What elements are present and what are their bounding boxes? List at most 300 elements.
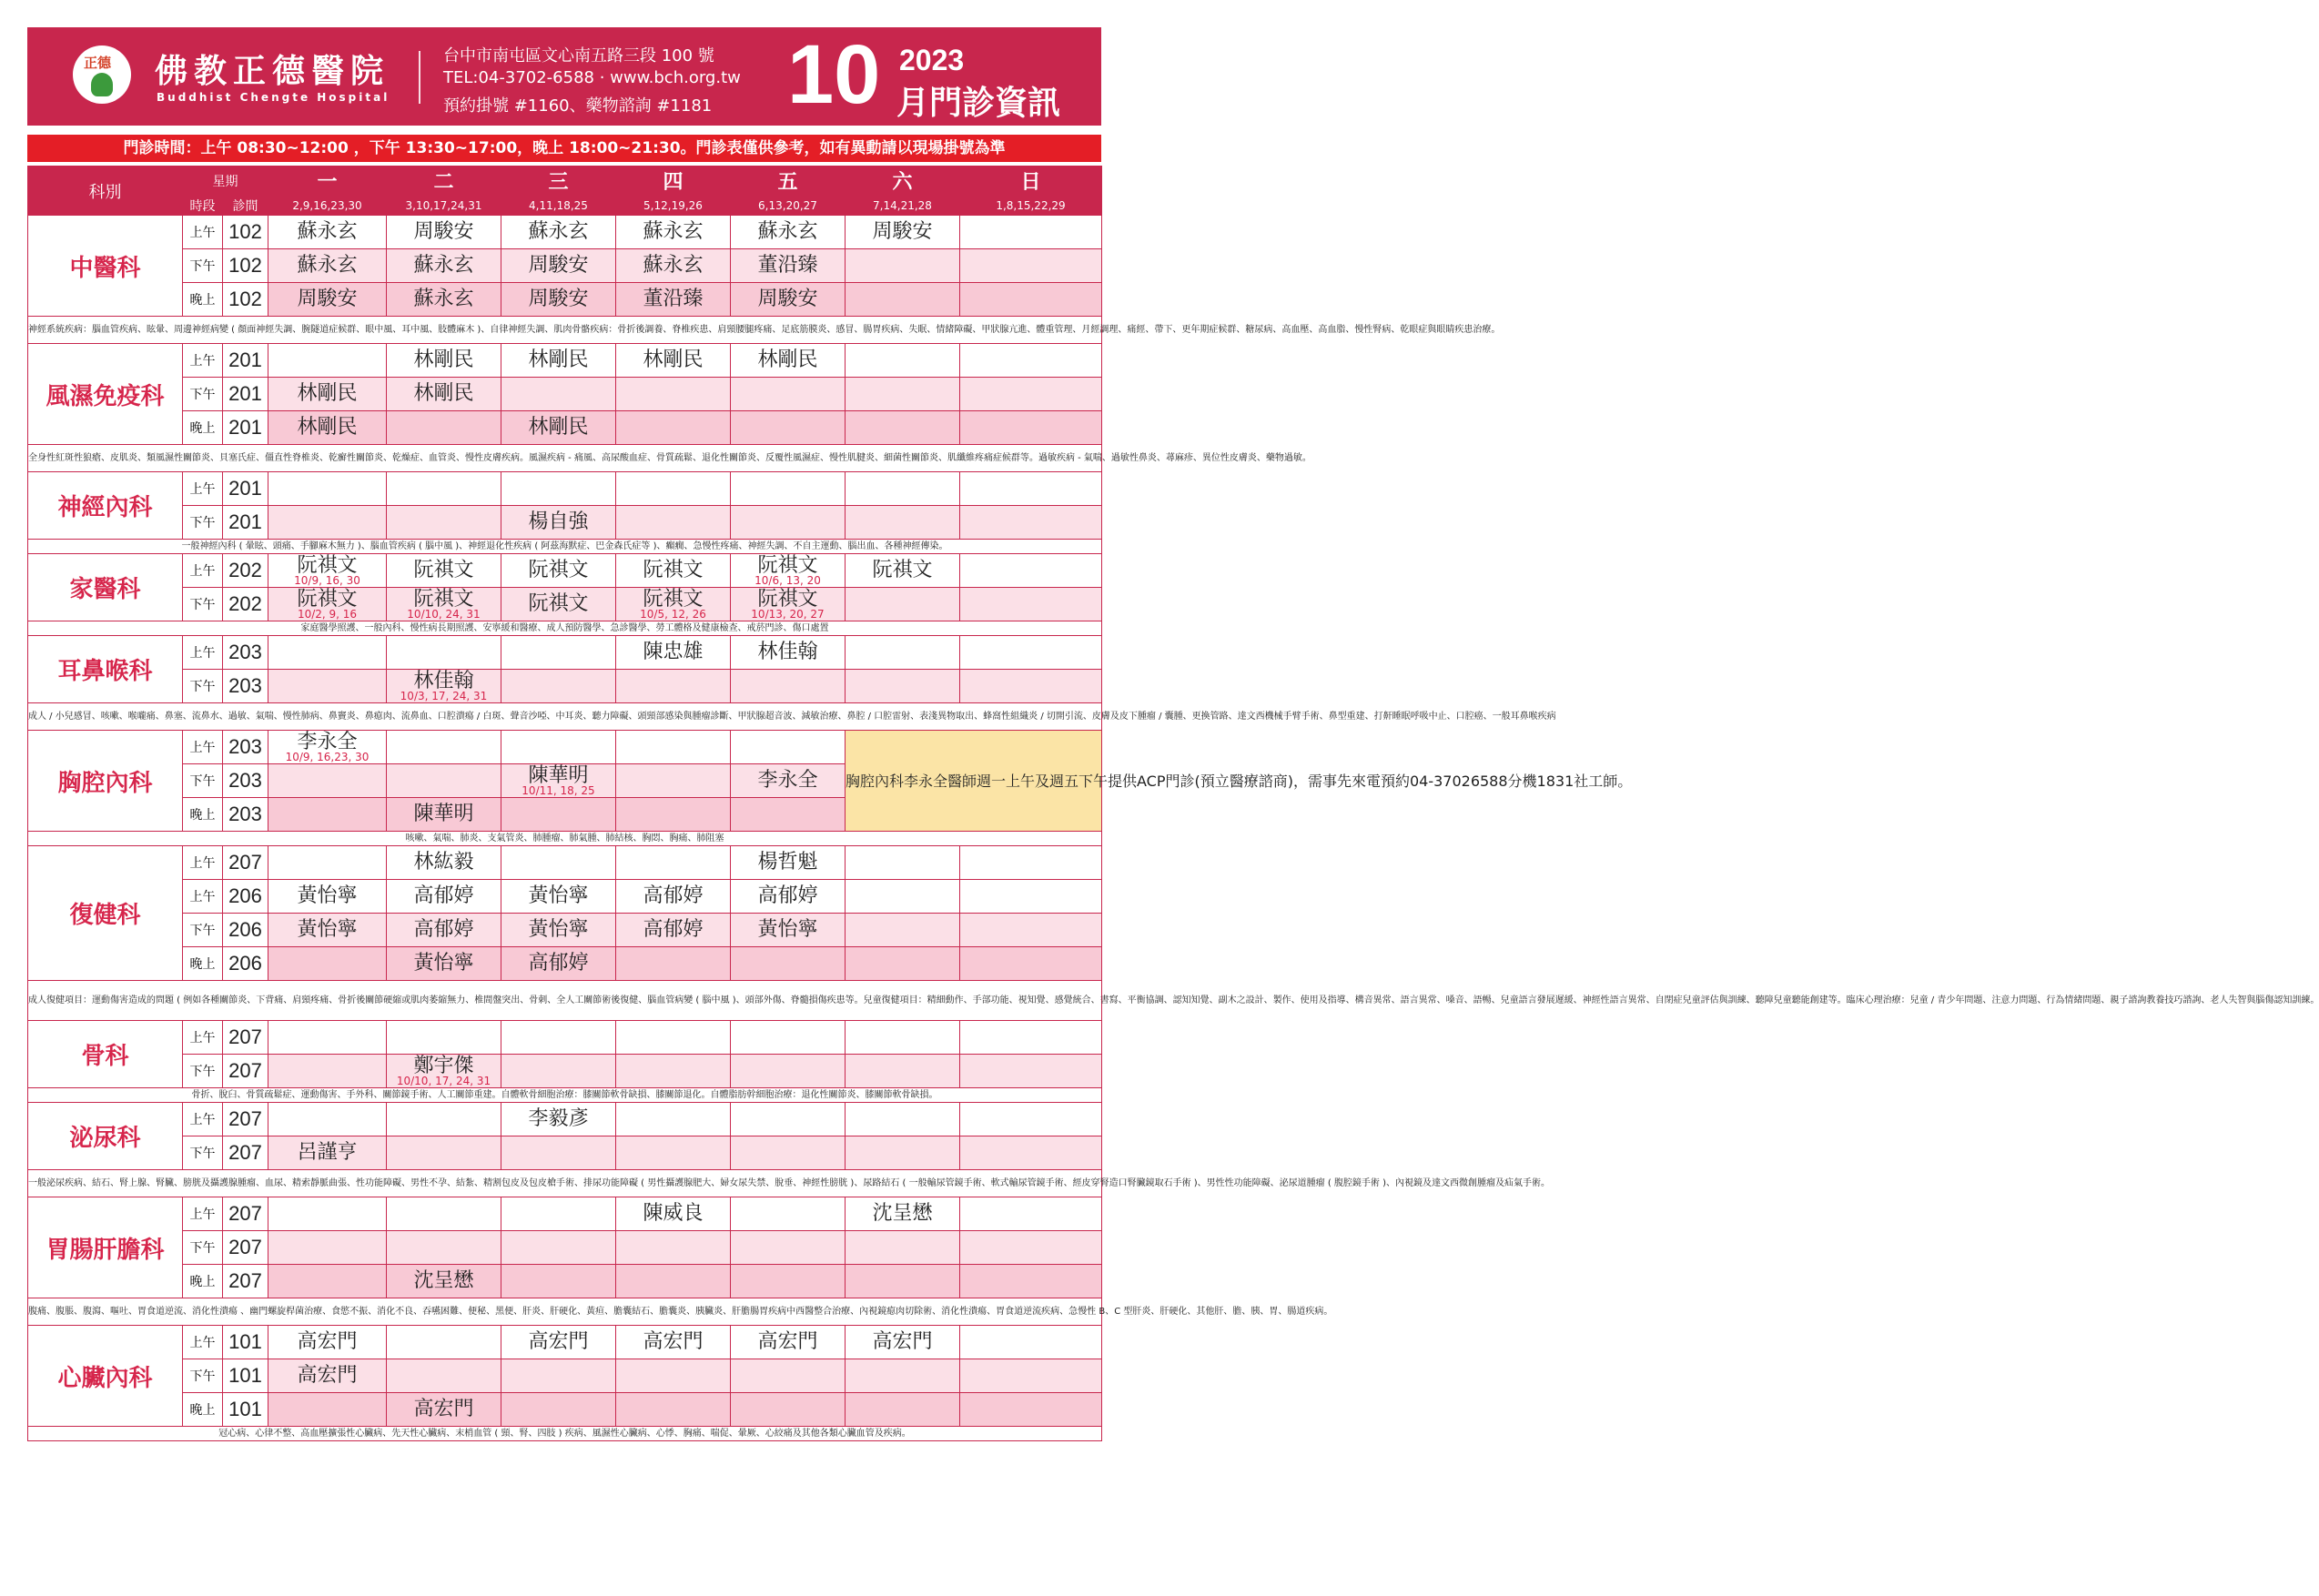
doctor-name: 李永全: [297, 731, 358, 753]
room-number: 101: [223, 1393, 268, 1427]
schedule-row: [28, 914, 1102, 947]
schedule-cell: [387, 1055, 501, 1088]
schedule-cell: [501, 216, 616, 249]
doctor-name: 沈呈懋: [872, 1202, 933, 1225]
doctor-name: 阮祺文: [413, 588, 474, 611]
schedule-cell: [501, 1197, 616, 1231]
header-day-mon: 一: [268, 167, 387, 196]
schedule-cell: [501, 249, 616, 283]
doctor-name: 林佳翰: [757, 641, 818, 663]
doctor-name: 高郁婷: [643, 918, 704, 941]
schedule-row: [28, 378, 1102, 411]
schedule-cell: [268, 798, 387, 832]
hospital-address: 台中市南屯區文心南五路三段 100 號: [443, 46, 714, 66]
schedule-cell: [387, 344, 501, 378]
header-day-tue: 二: [387, 167, 501, 196]
schedule-cell: [846, 1197, 960, 1231]
schedule-row: [28, 846, 1102, 880]
schedule-cell: [501, 636, 616, 670]
room-number: 202: [223, 554, 268, 588]
room-number: 206: [223, 947, 268, 981]
clinic-dates: 10/5, 12, 26: [640, 608, 706, 621]
schedule-cell: [387, 914, 501, 947]
room-number: 203: [223, 636, 268, 670]
schedule-cell: [616, 636, 731, 670]
schedule-cell: [731, 1326, 846, 1359]
schedule-cell: [960, 947, 1102, 981]
schedule-cell: [616, 1055, 731, 1088]
schedule-cell: [501, 1359, 616, 1393]
department-note-row: [28, 1088, 1102, 1103]
period-label: 上午: [183, 636, 223, 670]
schedule-cell: [616, 764, 731, 798]
schedule-cell: [387, 1197, 501, 1231]
clinic-dates: 10/9, 16, 30: [294, 574, 360, 587]
period-label: 下午: [183, 764, 223, 798]
header-room: 診間: [223, 196, 268, 216]
schedule-cell: [268, 1359, 387, 1393]
doctor-name: 黃怡寧: [297, 918, 358, 941]
schedule-cell: [387, 378, 501, 411]
period-label: 晚上: [183, 1393, 223, 1427]
doctor-name: 高宏門: [297, 1330, 358, 1353]
schedule-cell: [616, 1393, 731, 1427]
schedule-cell: [731, 1103, 846, 1136]
room-number: 101: [223, 1326, 268, 1359]
doctor-name: 阮祺文: [528, 559, 589, 581]
schedule-cell: [387, 216, 501, 249]
schedule-cell: [731, 798, 846, 832]
doctor-name: 林剛民: [297, 416, 358, 439]
header-dept: 科別: [28, 167, 183, 216]
department-note: 全身性紅斑性狼瘡、皮肌炎、類風濕性關節炎、貝塞氏症、僵直性脊椎炎、乾癬性關節炎、乾燥症、血管炎、慢性皮膚疾病。風濕疾病 - 痛風、高尿酸血症、骨質疏鬆、退化性關節炎、反覆性風濕症、慢性肌腱炎、細菌性關節炎、肌纖維疼痛症候群等。過敏疾病 - 氣喘、過敏性鼻炎、蕁麻疹、異位性皮膚炎、藥物過敏。: [28, 445, 1102, 472]
schedule-cell: [846, 636, 960, 670]
schedule-cell: [387, 249, 501, 283]
doctor-name: 高郁婷: [413, 884, 474, 907]
period-label: 上午: [183, 216, 223, 249]
schedule-cell: [268, 731, 387, 764]
schedule-cell: [387, 411, 501, 445]
schedule-cell: [616, 411, 731, 445]
schedule-cell: [731, 588, 846, 621]
department-name: 風濕免疫科: [28, 344, 183, 445]
doctor-name: 林紘毅: [413, 851, 474, 874]
header-day-fri: 五: [731, 167, 846, 196]
schedule-cell: [501, 764, 616, 798]
schedule-cell: [387, 1326, 501, 1359]
department-name: 神經內科: [28, 472, 183, 540]
schedule-cell: [960, 472, 1102, 506]
doctor-name: 蘇永玄: [413, 288, 474, 310]
schedule-cell: [387, 880, 501, 914]
schedule-cell: [731, 1393, 846, 1427]
schedule-cell: [960, 588, 1102, 621]
schedule-row: [28, 1197, 1102, 1231]
period-label: 下午: [183, 1231, 223, 1265]
schedule-cell: [960, 1231, 1102, 1265]
schedule-cell: [268, 914, 387, 947]
doctor-name: 陳華明: [528, 764, 589, 787]
schedule-cell: [501, 411, 616, 445]
page-header: [27, 27, 1101, 126]
schedule-cell: [846, 1326, 960, 1359]
period-label: 下午: [183, 1359, 223, 1393]
schedule-cell: [268, 344, 387, 378]
schedule-cell: [501, 1265, 616, 1298]
department-name: 家醫科: [28, 554, 183, 621]
schedule-cell: [501, 344, 616, 378]
department-note: 一般泌尿疾病、結石、腎上腺、腎臟、膀胱及攝護腺腫瘤、血尿、精索靜脈曲張、性功能障礙、男性不孕、結紮、精割包皮及包皮槍手術、排尿功能障礙 ( 男性攝護腺肥大、婦女尿失禁、脫垂、神經性膀胱 )、尿路結石 ( 一般輸尿管鏡手術、軟式輸尿管鏡手術、經皮穿腎造口腎臟鏡取石手術 )、男性性功能障礙、泌尿道腫瘤 ( 腹腔鏡手術 )、內視鏡及達文西微創腫瘤及疝氣手術。: [28, 1170, 1102, 1197]
room-number: 207: [223, 1136, 268, 1170]
room-number: 102: [223, 283, 268, 317]
period-label: 下午: [183, 670, 223, 703]
doctor-name: 黃怡寧: [413, 952, 474, 975]
schedule-row: [28, 1103, 1102, 1136]
department-name: 泌尿科: [28, 1103, 183, 1170]
schedule-cell: [387, 846, 501, 880]
schedule-cell: [846, 1265, 960, 1298]
schedule-cell: [731, 636, 846, 670]
schedule-cell: [501, 588, 616, 621]
room-number: 206: [223, 880, 268, 914]
schedule-row: [28, 670, 1102, 703]
schedule-cell: [731, 764, 846, 798]
doctor-name: 周駿安: [297, 288, 358, 310]
schedule-cell: [268, 1136, 387, 1170]
period-label: 下午: [183, 1136, 223, 1170]
schedule-cell: [387, 1359, 501, 1393]
room-number: 207: [223, 1103, 268, 1136]
schedule-row: [28, 1326, 1102, 1359]
schedule-cell: [960, 1103, 1102, 1136]
schedule-cell: [387, 283, 501, 317]
header-day-sat: 六: [846, 167, 960, 196]
doctor-name: 林剛民: [413, 382, 474, 405]
room-number: 207: [223, 1197, 268, 1231]
doctor-name: 高宏門: [528, 1330, 589, 1353]
doctor-name: 阮祺文: [413, 559, 474, 581]
schedule-row: [28, 344, 1102, 378]
schedule-cell: [387, 1021, 501, 1055]
schedule-cell: [387, 1103, 501, 1136]
room-number: 201: [223, 411, 268, 445]
period-label: 晚上: [183, 283, 223, 317]
schedule-cell: [960, 378, 1102, 411]
schedule-cell: [846, 472, 960, 506]
clinic-dates: 10/3, 17, 24, 31: [400, 690, 488, 702]
room-number: 102: [223, 249, 268, 283]
schedule-row: [28, 588, 1102, 621]
schedule-cell: [501, 798, 616, 832]
doctor-name: 林剛民: [757, 348, 818, 371]
schedule-cell: [960, 846, 1102, 880]
schedule-cell: [616, 283, 731, 317]
doctor-name: 高郁婷: [528, 952, 589, 975]
hospital-booking: 預約掛號 #1160、藥物諮詢 #1181: [443, 96, 713, 116]
doctor-name: 呂謹亨: [297, 1141, 358, 1164]
schedule-cell: [731, 411, 846, 445]
clinic-dates: 10/2, 9, 16: [297, 608, 358, 621]
header-dates-sun: 1,8,15,22,29: [960, 196, 1102, 216]
schedule-cell: [501, 1393, 616, 1427]
schedule-cell: [846, 216, 960, 249]
schedule-row: [28, 947, 1102, 981]
schedule-cell: [501, 506, 616, 540]
period-label: 上午: [183, 554, 223, 588]
period-label: 晚上: [183, 1265, 223, 1298]
header-week: 星期: [183, 167, 268, 196]
schedule-row: [28, 880, 1102, 914]
schedule-cell: [616, 731, 731, 764]
period-label: 晚上: [183, 947, 223, 981]
schedule-cell: [268, 1231, 387, 1265]
schedule-cell: [960, 1136, 1102, 1170]
department-note: 成人復健項目：運動傷害造成的問題 ( 例如各種關節炎、下背痛、肩頸疼痛、骨折後關節硬縮或肌肉萎縮無力、椎間盤突出、骨刺、全人工關節術後復健、腦血管病變 ( 腦中風 )、頭部外傷、脊髓損傷疾患等。兒童復健項目：精細動作、手部功能、視知覺、感覺統合、書寫、平衡協調、認知知覺、副木之設計、製作、使用及指導、構音異常、語言異常、嗓音、語暢、兒童語言發展遲緩、神經性語言異常、自閉症兒童評估與訓練、聽障兒童聽能創建等。臨床心理治療：兒童 / 青少年問題、注意力問題、行為情緒問題、親子諮詢教養技巧諮詢、老人失智與腦傷認知訓練。: [28, 981, 1102, 1021]
schedule-cell: [616, 344, 731, 378]
schedule-cell: [268, 1265, 387, 1298]
header-period: 時段: [183, 196, 223, 216]
schedule-cell: [846, 1021, 960, 1055]
doctor-name: 黃怡寧: [528, 918, 589, 941]
doctor-name: 阮祺文: [297, 588, 358, 611]
schedule-cell: [387, 1136, 501, 1170]
doctor-name: 林剛民: [528, 348, 589, 371]
schedule-cell: [960, 283, 1102, 317]
schedule-cell: [846, 670, 960, 703]
schedule-cell: [268, 636, 387, 670]
schedule-cell: [731, 731, 846, 764]
header-divider: [419, 51, 420, 104]
doctor-name: 楊自強: [528, 510, 589, 533]
doctor-name: 阮祺文: [757, 588, 818, 611]
doctor-name: 林剛民: [297, 382, 358, 405]
schedule-cell: [960, 344, 1102, 378]
doctor-name: 林剛民: [643, 348, 704, 371]
department-name: 骨科: [28, 1021, 183, 1088]
schedule-cell: [387, 588, 501, 621]
schedule-cell: [616, 378, 731, 411]
schedule-cell: [268, 554, 387, 588]
room-number: 201: [223, 506, 268, 540]
department-note: 冠心病、心律不整、高血壓擴張性心臟病、先天性心臟病、末梢血管 ( 頸、腎、四肢 ) 疾病、風濕性心臟病、心悸、胸痛、喘促、暈厥、心絞痛及其他各類心臟血管及疾病。: [28, 1427, 1102, 1441]
schedule-cell: [616, 1265, 731, 1298]
schedule-cell: [501, 1021, 616, 1055]
schedule-cell: [731, 1055, 846, 1088]
doctor-name: 周駿安: [757, 288, 818, 310]
schedule-row: [28, 283, 1102, 317]
department-name: 復健科: [28, 846, 183, 981]
schedule-cell: [960, 411, 1102, 445]
department-note: 腹痛、腹脹、腹瀉、嘔吐、胃食道逆流、消化性潰瘍 、幽門螺旋桿菌治療、食慾不振、消化不良、吞嚥困難、便秘、黑便、肝炎、肝硬化、黃疸、膽囊結石、膽囊炎、胰臟炎、肝膽腸胃疾病中西醫整合治療、內視鏡瘜肉切除術、消化性潰瘍、胃食道逆流疾病、急慢性 B、C 型肝炎、肝硬化、其他肝、膽、胰、胃、腸道疾病。: [28, 1298, 1102, 1326]
schedule-cell: [846, 1103, 960, 1136]
schedule-cell: [268, 1326, 387, 1359]
doctor-name: 董沿臻: [757, 254, 818, 277]
period-label: 上午: [183, 880, 223, 914]
schedule-cell: [846, 1393, 960, 1427]
department-name: 心臟內科: [28, 1326, 183, 1427]
header-dates-thu: 5,12,19,26: [616, 196, 731, 216]
doctor-name: 周駿安: [528, 288, 589, 310]
schedule-cell: [846, 283, 960, 317]
schedule-cell: [501, 554, 616, 588]
schedule-row: [28, 1359, 1102, 1393]
schedule-cell: [268, 283, 387, 317]
doctor-name: 蘇永玄: [643, 254, 704, 277]
schedule-cell: [387, 670, 501, 703]
table-header-row: [28, 167, 1102, 196]
doctor-name: 高宏門: [643, 1330, 704, 1353]
schedule-cell: [268, 670, 387, 703]
schedule-cell: [616, 472, 731, 506]
doctor-name: 阮祺文: [643, 559, 704, 581]
schedule-row: [28, 1055, 1102, 1088]
period-label: 上午: [183, 1103, 223, 1136]
department-note-row: [28, 445, 1102, 472]
schedule-cell: [501, 880, 616, 914]
schedule-cell: [616, 1326, 731, 1359]
schedule-cell: [387, 1265, 501, 1298]
clinic-dates: 10/10, 24, 31: [407, 608, 481, 621]
department-note: 咳嗽、氣喘、肺炎、支氣管炎、肺腫瘤、肺氣腫、肺結核、胸悶、胸痛、肺阻塞: [28, 832, 1102, 846]
schedule-cell: [960, 1359, 1102, 1393]
doctor-name: 蘇永玄: [297, 220, 358, 243]
hospital-name-en: Buddhist Chengte Hospital: [157, 91, 390, 104]
room-number: 202: [223, 588, 268, 621]
header-day-sun: 日: [960, 167, 1102, 196]
header-dates-sat: 7,14,21,28: [846, 196, 960, 216]
room-number: 203: [223, 764, 268, 798]
schedule-cell: [960, 1265, 1102, 1298]
room-number: 203: [223, 798, 268, 832]
schedule-cell: [268, 249, 387, 283]
schedule-cell: [387, 764, 501, 798]
schedule-cell: [616, 588, 731, 621]
room-number: 207: [223, 1055, 268, 1088]
schedule-cell: [731, 472, 846, 506]
schedule-cell: [616, 249, 731, 283]
doctor-name: 高宏門: [297, 1364, 358, 1387]
schedule-cell: [731, 554, 846, 588]
schedule-cell: [501, 1103, 616, 1136]
doctor-name: 阮祺文: [757, 554, 818, 577]
department-note-row: [28, 317, 1102, 344]
doctor-name: 蘇永玄: [297, 254, 358, 277]
period-label: 晚上: [183, 798, 223, 832]
doctor-name: 阮祺文: [528, 592, 589, 615]
schedule-cell: [616, 1231, 731, 1265]
schedule-cell: [846, 378, 960, 411]
period-label: 下午: [183, 506, 223, 540]
doctor-name: 阮祺文: [297, 554, 358, 577]
schedule-row: [28, 411, 1102, 445]
schedule-cell: [960, 1393, 1102, 1427]
schedule-cell: [501, 1055, 616, 1088]
schedule-cell: [501, 1231, 616, 1265]
period-label: 上午: [183, 1197, 223, 1231]
room-number: 101: [223, 1359, 268, 1393]
department-note-row: [28, 1170, 1102, 1197]
department-note-row: [28, 540, 1102, 554]
schedule-cell: [387, 798, 501, 832]
schedule-cell: [616, 846, 731, 880]
schedule-cell: [731, 1265, 846, 1298]
schedule-cell: [846, 1359, 960, 1393]
schedule-cell: [268, 472, 387, 506]
schedule-cell: [846, 506, 960, 540]
header-day-wed: 三: [501, 167, 616, 196]
period-label: 晚上: [183, 411, 223, 445]
clinic-dates: 10/13, 20, 27: [751, 608, 825, 621]
doctor-name: 林剛民: [413, 348, 474, 371]
logo-text: 正德: [84, 55, 112, 71]
schedule-cell: [960, 249, 1102, 283]
schedule-cell: [731, 1359, 846, 1393]
hospital-contact: TEL:04-3702-6588 · www.bch.org.tw: [443, 68, 741, 87]
schedule-cell: [268, 588, 387, 621]
schedule-cell: [268, 1103, 387, 1136]
schedule-cell: [846, 344, 960, 378]
department-note-row: [28, 1427, 1102, 1441]
doctor-name: 高宏門: [872, 1330, 933, 1353]
header-dates-mon: 2,9,16,23,30: [268, 196, 387, 216]
period-label: 下午: [183, 378, 223, 411]
schedule-cell: [731, 1197, 846, 1231]
period-label: 上午: [183, 731, 223, 764]
schedule-cell: [268, 1021, 387, 1055]
schedule-cell: [960, 880, 1102, 914]
room-number: 207: [223, 1231, 268, 1265]
room-number: 201: [223, 472, 268, 506]
doctor-name: 黃怡寧: [528, 884, 589, 907]
schedule-row: [28, 554, 1102, 588]
schedule-cell: [616, 1021, 731, 1055]
doctor-name: 阮祺文: [872, 559, 933, 581]
schedule-cell: [268, 378, 387, 411]
department-name: 中醫科: [28, 216, 183, 317]
schedule-cell: [846, 880, 960, 914]
department-note-row: [28, 981, 1102, 1021]
schedule-row: [28, 1393, 1102, 1427]
schedule-cell: [846, 411, 960, 445]
schedule-row: [28, 1021, 1102, 1055]
schedule-cell: [731, 880, 846, 914]
schedule-cell: [501, 670, 616, 703]
schedule-row: [28, 472, 1102, 506]
schedule-cell: [501, 947, 616, 981]
schedule-cell: [960, 670, 1102, 703]
schedule-cell: [731, 249, 846, 283]
room-number: 206: [223, 914, 268, 947]
department-note: 骨折、脫臼、骨質疏鬆症、運動傷害、手外科、關節鏡手術、人工關節重建。自體軟骨細胞治療：膝關節軟骨缺損、膝關節退化。自體脂肪幹細胞治療：退化性關節炎、膝關節軟骨缺損。: [28, 1088, 1102, 1103]
schedule-cell: [501, 1136, 616, 1170]
doctor-name: 楊哲魁: [757, 851, 818, 874]
room-number: 207: [223, 1021, 268, 1055]
doctor-name: 黃怡寧: [757, 918, 818, 941]
month-number: 10: [787, 28, 881, 121]
schedule-cell: [387, 472, 501, 506]
schedule-cell: [731, 1231, 846, 1265]
schedule-row: [28, 1265, 1102, 1298]
schedule-cell: [846, 1136, 960, 1170]
room-number: 201: [223, 344, 268, 378]
schedule-cell: [960, 554, 1102, 588]
schedule-cell: [731, 378, 846, 411]
schedule-cell: [960, 636, 1102, 670]
schedule-cell: [846, 914, 960, 947]
schedule-cell: [960, 1326, 1102, 1359]
schedule-cell: [960, 1055, 1102, 1088]
schedule-cell: [387, 554, 501, 588]
